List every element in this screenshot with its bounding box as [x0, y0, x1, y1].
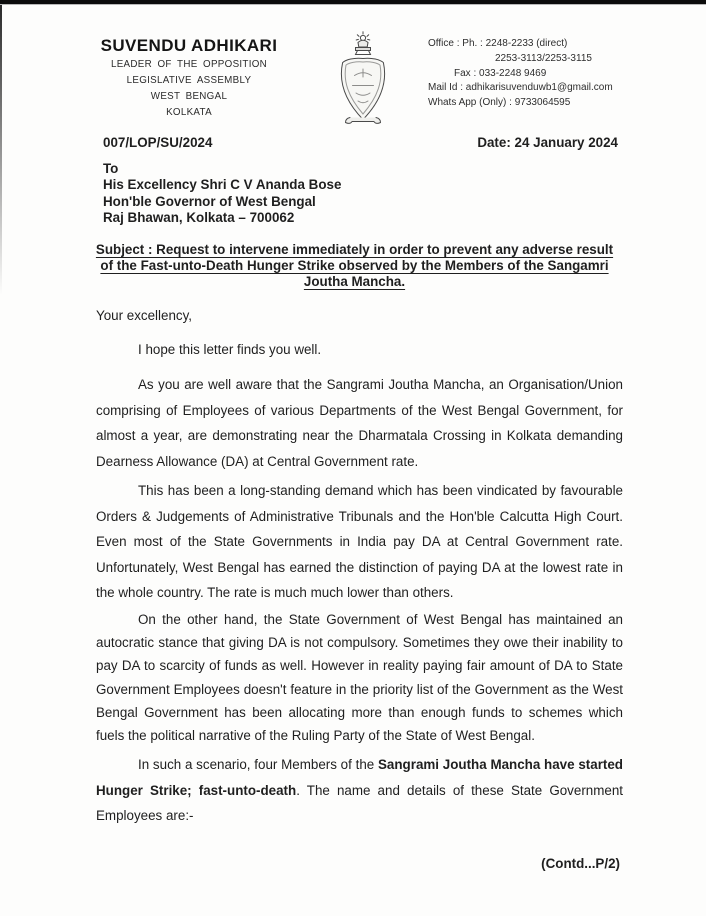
hunger-strike-text-normal: In such a scenario, four Members of the [138, 757, 378, 772]
state-assembly-seal-icon [331, 31, 395, 129]
fax-line: Fax : 033-2248 9469 [454, 67, 547, 79]
salutation: Your excellency, [96, 308, 193, 323]
recipient-title: Hon'ble Governor of West Bengal [103, 193, 316, 209]
whatsapp-line: Whats App (Only) : 9733064595 [428, 97, 571, 109]
sender-name: SUVENDU ADHIKARI [100, 36, 278, 55]
email-line: Mail Id : adhikarisuvenduwb1@gmail.com [428, 82, 613, 94]
continuation-note: (Contd...P/2) [541, 856, 620, 871]
hunger-strike-text-normal: . The name and details of these State Government Employees are:- [96, 782, 623, 823]
paragraph-awareness: As you are well aware that the Sangrami Joutha Mancha, an Organisation/Union comprising of Employees of various Departments of the West Bengal Government, for almost a year, are demonstrating near the Dharmatala Crossing in Kolkata demanding Dearness Allowance (DA) at Central Government rate. [96, 377, 623, 469]
sender-title-line: WEST BENGAL [150, 91, 228, 102]
sender-title-line: KOLKATA [166, 107, 212, 118]
sender-title-line: LEADER OF THE OPPOSITION [110, 59, 268, 70]
subject-line: Joutha Mancha. [303, 273, 406, 289]
scan-top-edge-artifact [0, 0, 706, 5]
paragraph-demand: This has been a long-standing demand which has been vindicated by favourable Orders & Judgements of Administrative Tribunals and the Hon'ble Calcutta High Court. Even most of the State Governments in India pay DA at Central Government rate. Unfortunately, West Bengal has earned the distinction of paying DA at the lowest rate in the whole country. The rate is much much lower than others. [96, 483, 623, 600]
recipient-block [103, 161, 341, 227]
letter-date: Date: 24 January 2024 [477, 135, 618, 150]
office-phone-line: Office : Ph. : 2248-2233 (direct) [428, 38, 568, 49]
recipient-address: Raj Bhawan, Kolkata – 700062 [103, 210, 295, 226]
reference-date-row [103, 135, 618, 150]
letterhead-sender-block [100, 36, 278, 120]
office-phone-line2: 2253-3113/2253-3115 [495, 52, 592, 64]
paragraph-hunger-strike [96, 752, 623, 829]
letterhead-contact-block [428, 37, 613, 111]
recipient-to-label: To [103, 161, 119, 176]
paragraph-government-stance: On the other hand, the State Government of West Bengal has maintained an autocratic stance that giving DA is not compulsory. Sometimes they owe their inability to pay DA to scarcity of funds as well. However in reality paying fair amount of DA to State Government Employees doesn't feature in the priority list of the Government as the West Bengal Government has been allocating more than enough funds to schemes which fuels the political narrative of the Ruling Party of the State of West Bengal. [96, 612, 623, 744]
subject-line: Subject : Request to intervene immediately in order to prevent any adverse result [95, 242, 614, 257]
reference-number: 007/LOP/SU/2024 [103, 135, 213, 150]
subject-line: of the Fast-unto-Death Hunger Strike observed by the Members of the Sangamri [100, 257, 609, 273]
hunger-strike-text-bold: Sangrami Joutha Mancha have started Hunger Strike; fast-unto-death [96, 757, 623, 798]
paragraph-intro: I hope this letter finds you well. [138, 342, 322, 357]
scan-left-edge-artifact [0, 5, 2, 295]
recipient-name: His Excellency Shri C V Ananda Bose [103, 177, 342, 193]
sender-title-line: LEGISLATIVE ASSEMBLY [126, 75, 252, 86]
subject-block [82, 242, 627, 289]
